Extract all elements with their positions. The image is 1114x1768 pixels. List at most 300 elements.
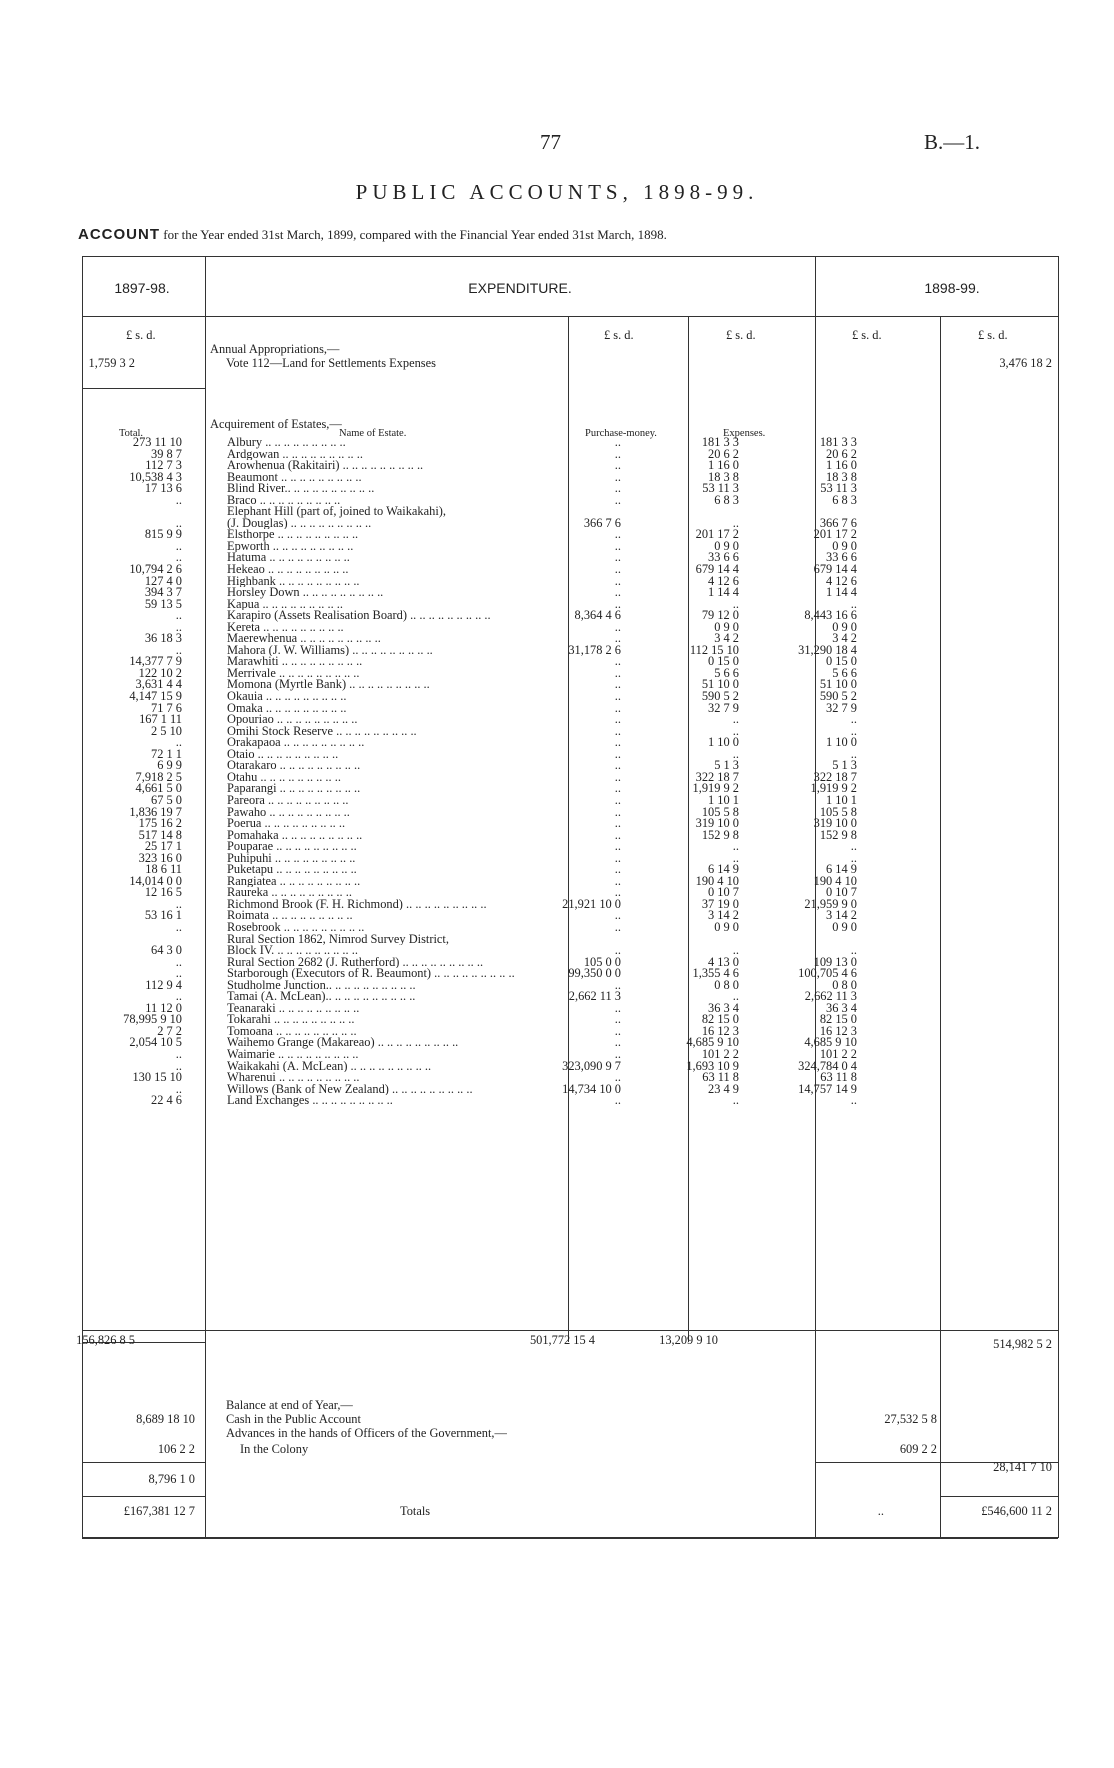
- estate-name: Horsley Down ..: [227, 587, 632, 599]
- expenses-amount: 82 15 0: [701, 1012, 739, 1027]
- prev-amount: 112 9 4: [145, 977, 182, 992]
- prev-amount: 122 10 2: [138, 665, 182, 680]
- purchase-money: ..: [614, 700, 621, 715]
- estate-name: Rosebrook ..: [227, 922, 632, 934]
- page-number: 77: [540, 130, 561, 154]
- purchase-money: ..: [614, 469, 621, 484]
- table-row: [82, 873, 1058, 888]
- expenses-amount: 37 19 0: [701, 896, 739, 911]
- table-row: [82, 596, 1058, 611]
- table-row: [82, 700, 1058, 715]
- prev-amount: 71 7 6: [151, 700, 182, 715]
- estate-name: Rural Section 2682 (J. Rutherford) ..: [227, 957, 632, 969]
- estate-name: Merrivale ..: [227, 668, 632, 680]
- estate-name: Block IV. ..: [227, 945, 632, 957]
- expenses-amount: 0 9 0: [714, 619, 739, 634]
- prev-amount: 4,147 15 9: [129, 689, 182, 704]
- estate-name: Kereta ..: [227, 622, 632, 634]
- prev-amount: 10,794 2 6: [129, 562, 182, 577]
- prev-amount: 130 15 10: [132, 1070, 182, 1085]
- table-row: [82, 792, 1058, 807]
- estate-name: Paparangi ..: [227, 783, 632, 795]
- estate-name: Elephant Hill (part of, joined to Waikakahi),: [227, 506, 446, 518]
- estate-name: Beaumont ..: [227, 472, 632, 484]
- expenses-amount: ..: [732, 596, 739, 611]
- total-amount: ..: [850, 596, 857, 611]
- purchase-money: ..: [614, 804, 621, 819]
- purchase-money: ..: [614, 723, 621, 738]
- purchase-money: ..: [614, 1046, 621, 1061]
- prev-amount: ..: [175, 1046, 182, 1061]
- total-amount: 152 9 8: [819, 827, 857, 842]
- balance-heading: Balance at end of Year,—: [226, 1398, 353, 1412]
- estate-name: Omihi Stock Reserve ..: [227, 726, 632, 738]
- prev-amount: ..: [175, 989, 182, 1004]
- purchase-money: ..: [614, 735, 621, 750]
- prev-amount: 167 1 11: [139, 712, 182, 727]
- purchase-money: ..: [614, 977, 621, 992]
- expenses-amount: ..: [732, 515, 739, 530]
- estate-name: Pomahaka ..: [227, 830, 632, 842]
- prev-amount: 18 6 11: [145, 862, 182, 877]
- purchase-money: ..: [614, 689, 621, 704]
- purchase-money: ..: [614, 943, 621, 958]
- colony-prev: 106 2 2: [157, 1442, 195, 1456]
- table-row: [82, 818, 1058, 830]
- estate-name: Mahora (J. W. Williams) ..: [227, 645, 632, 657]
- total-amount: 100,705 4 6: [798, 966, 857, 981]
- prev-amount: 64 3 0: [151, 943, 182, 958]
- estate-name: Hekeao ..: [227, 564, 632, 576]
- purchase-money: ..: [614, 885, 621, 900]
- table-row: [82, 529, 1058, 541]
- expenses-amount: 5 1 3: [714, 758, 739, 773]
- estate-name: Raureka ..: [227, 887, 632, 899]
- purchase-money: ..: [614, 1023, 621, 1038]
- total-amount: 322 18 7: [813, 769, 857, 784]
- total-amount: 181 3 3: [819, 435, 857, 449]
- total-amount: 3 4 2: [832, 631, 857, 646]
- expenses-amount: ..: [732, 943, 739, 958]
- subtotal-rule-top: [82, 1330, 1058, 1331]
- purchase-money: ..: [614, 492, 621, 507]
- expenses-amount: 0 9 0: [714, 919, 739, 934]
- purchase-money: ..: [614, 873, 621, 888]
- expenses-amount: ..: [732, 723, 739, 738]
- prev-amount: 7,918 2 5: [135, 769, 182, 784]
- annual-prev: 1,759 3 2: [88, 356, 135, 370]
- prev-amount: 1,836 19 7: [129, 804, 182, 819]
- total-amount: 5 6 6: [832, 665, 857, 680]
- prev-amount: ..: [175, 619, 182, 634]
- total-amount: 0 9 0: [832, 538, 857, 553]
- table-row: [82, 1081, 1058, 1096]
- purchase-money: ..: [614, 665, 621, 680]
- total-amount: 21,959 9 0: [804, 896, 857, 911]
- estate-name: Orakapaoa ..: [227, 737, 632, 749]
- purchase-money: 31,178 2 6: [568, 642, 621, 657]
- total-amount: ..: [850, 1093, 857, 1108]
- table-row: [82, 1000, 1058, 1015]
- estate-name: Braco ..: [227, 495, 632, 507]
- purchase-money-label: Purchase-money.: [585, 428, 657, 439]
- prev-amount: 323 16 0: [138, 850, 182, 865]
- expenses-amount: ..: [732, 1093, 739, 1108]
- expenses-amount: 0 9 0: [714, 538, 739, 553]
- prev-amount: ..: [175, 954, 182, 969]
- purchase-money: ..: [614, 654, 621, 669]
- expenses-amount: 20 6 2: [708, 446, 739, 461]
- colony-label: In the Colony: [240, 1442, 309, 1456]
- table-row: [82, 783, 1058, 795]
- table-row: [82, 896, 1058, 911]
- prev-amount: 14,377 7 9: [129, 654, 182, 669]
- table-row: [82, 919, 1058, 934]
- estate-name: Maerewhenua ..: [227, 633, 632, 645]
- purchase-money: ..: [614, 758, 621, 773]
- expenses-amount: ..: [732, 712, 739, 727]
- subtotal-grand: 514,982 5 2: [993, 1337, 1052, 1351]
- estate-name: Tomoana ..: [227, 1026, 632, 1038]
- acquirement-heading: Acquirement of Estates,—: [210, 417, 342, 431]
- prev-amount: 36 18 3: [144, 631, 182, 646]
- table-row: [82, 587, 1058, 599]
- table-row: [82, 1058, 1058, 1073]
- purchase-money: ..: [614, 619, 621, 634]
- estate-name: Tokarahi ..: [227, 1014, 632, 1026]
- currency-label-prev: £ s. d.: [126, 328, 156, 342]
- prev-amount: 6 9 9: [157, 758, 182, 773]
- purchase-money: ..: [614, 550, 621, 565]
- expenses-amount: 322 18 7: [695, 769, 739, 784]
- balance-sum-prev: 8,796 1 0: [148, 1472, 195, 1486]
- annual-heading: Annual Appropriations,—: [210, 342, 340, 356]
- total-amount: 366 7 6: [819, 515, 857, 530]
- prev-amount: 10,538 4 3: [129, 469, 182, 484]
- expenses-amount: 1,355 4 6: [692, 966, 739, 981]
- table-row: [82, 1014, 1058, 1026]
- expenses-amount: 679 14 4: [695, 562, 739, 577]
- purchase-money: ..: [614, 769, 621, 784]
- estate-name: Teanaraki ..: [227, 1003, 632, 1015]
- estate-name: Omaka ..: [227, 703, 632, 715]
- table-row: [82, 538, 1058, 553]
- name-of-estate-label: Name of Estate.: [339, 428, 407, 439]
- expenses-amount: 0 10 7: [708, 885, 739, 900]
- prev-amount: 127 4 0: [144, 573, 182, 588]
- estate-name: Elsthorpe ..: [227, 529, 632, 541]
- estate-name: Rural Section 1862, Nimrod Survey District,: [227, 933, 449, 946]
- total-amount: 109 13 0: [813, 954, 857, 969]
- total-amount: 0 10 7: [826, 885, 857, 900]
- total-amount: 36 3 4: [826, 1000, 857, 1015]
- table-row: [82, 850, 1058, 865]
- prev-amount: 394 3 7: [144, 585, 182, 600]
- total-amount: ..: [850, 850, 857, 865]
- prev-amount: ..: [175, 966, 182, 981]
- subtotal-purchase: 501,772 15 4: [529, 1333, 595, 1347]
- expenses-amount: 201 17 2: [695, 527, 739, 542]
- total-amount: 18 3 8: [826, 469, 857, 484]
- expenses-amount: 3 14 2: [708, 908, 739, 923]
- purchase-money: ..: [614, 585, 621, 600]
- purchase-money: ..: [614, 527, 621, 542]
- purchase-money: 2,662 11 3: [568, 989, 621, 1004]
- subtotal-expenses: 13,209 9 10: [659, 1333, 718, 1347]
- purchase-money: 99,350 0 0: [568, 966, 621, 981]
- total-amount: 53 11 3: [820, 481, 857, 496]
- estate-name: Tamai (A. McLean).. ..: [227, 991, 632, 1003]
- table-row: [82, 469, 1058, 484]
- expenses-amount: 36 3 4: [708, 1000, 739, 1015]
- estate-name: Otaio ..: [227, 749, 632, 761]
- prev-amount: 112 7 3: [145, 458, 182, 473]
- purchase-money: ..: [614, 1093, 621, 1108]
- expenses-amount: 4 13 0: [708, 954, 739, 969]
- total-amount: 679 14 4: [813, 562, 857, 577]
- estate-name: Okauia ..: [227, 691, 632, 703]
- prev-amount: ..: [175, 550, 182, 565]
- table-bottom-border: [82, 1537, 1058, 1539]
- expenses-amount: 1 14 4: [708, 585, 739, 600]
- estate-name: Ardgowan ..: [227, 449, 632, 461]
- totals-label: Totals: [400, 1504, 431, 1518]
- expenses-amount: 105 5 8: [701, 804, 739, 819]
- expenses-amount: 1,919 9 2: [692, 781, 739, 796]
- total-amount: 105 5 8: [819, 804, 857, 819]
- table-row: [82, 506, 1058, 518]
- total-amount: 4,685 9 10: [804, 1035, 857, 1050]
- estate-name: Karapiro (Assets Realisation Board) ..: [227, 610, 632, 622]
- table-row: [82, 656, 1058, 668]
- prev-amount: 815 9 9: [144, 527, 182, 542]
- prev-amount: ..: [175, 1058, 182, 1073]
- table-row: [82, 746, 1058, 761]
- prev-amount: ..: [175, 608, 182, 623]
- expenses-amount: 4,685 9 10: [686, 1035, 739, 1050]
- total-amount: 590 5 2: [819, 689, 857, 704]
- estate-name: Roimata ..: [227, 910, 632, 922]
- cash-label: Cash in the Public Account: [226, 1412, 361, 1426]
- table-row: [82, 460, 1058, 472]
- total-amount: 1 14 4: [826, 585, 857, 600]
- table-row: [82, 1023, 1058, 1038]
- estate-name: Willows (Bank of New Zealand) ..: [227, 1084, 632, 1096]
- table-row: [82, 1095, 1058, 1107]
- prev-amount: 4,661 5 0: [135, 781, 182, 796]
- purchase-money: ..: [614, 781, 621, 796]
- purchase-money: ..: [614, 919, 621, 934]
- total-amount: 4 12 6: [826, 573, 857, 588]
- prev-amount: 67 5 0: [151, 792, 182, 807]
- total-amount: 82 15 0: [819, 1012, 857, 1027]
- prev-amount: 17 13 6: [144, 481, 182, 496]
- estate-name: Opouriao ..: [227, 714, 632, 726]
- table-row: [82, 573, 1058, 588]
- table-row: [82, 642, 1058, 657]
- estate-name: Blind River.. ..: [227, 483, 632, 495]
- expenses-label: Expenses.: [723, 428, 766, 439]
- expenses-amount: 53 11 3: [702, 481, 739, 496]
- total-amount: 319 10 0: [813, 816, 857, 831]
- expenses-amount: 101 2 2: [701, 1046, 739, 1061]
- table-row: [82, 610, 1058, 622]
- colony-rule: [82, 1496, 206, 1497]
- table-row: [82, 769, 1058, 784]
- purchase-money: ..: [614, 677, 621, 692]
- estate-name: Otarakaro ..: [227, 760, 632, 772]
- total-amount: 14,757 14 9: [798, 1081, 857, 1096]
- estate-name: Highbank ..: [227, 576, 632, 588]
- total-amount: 8,443 16 6: [804, 608, 857, 623]
- table-row: [82, 804, 1058, 819]
- estate-name: Starborough (Executors of R. Beaumont) ..: [227, 968, 632, 980]
- expenses-amount: 3 4 2: [714, 631, 739, 646]
- purchase-money: ..: [614, 862, 621, 877]
- expenses-amount: 63 11 8: [702, 1070, 739, 1085]
- document-reference: B.—1.: [924, 130, 981, 154]
- table-row: [82, 841, 1058, 853]
- subtitle-text: for the Year ended 31st March, 1899, compared with the Financial Year ended 31st March, 1898.: [163, 227, 667, 242]
- expenses-amount: 6 14 9: [708, 862, 739, 877]
- table-row: [82, 760, 1058, 772]
- total-amount: ..: [850, 746, 857, 761]
- prev-amount: 12 16 5: [144, 885, 182, 900]
- table-row: [82, 483, 1058, 495]
- prev-amount: ..: [175, 538, 182, 553]
- table-row: [82, 910, 1058, 922]
- prev-amount: 59 13 5: [144, 596, 182, 611]
- prev-amount: 2 5 10: [151, 723, 182, 738]
- purchase-money: ..: [614, 562, 621, 577]
- purchase-money: ..: [614, 850, 621, 865]
- prev-amount: 273 11 10: [132, 435, 182, 449]
- prev-amount: 14,014 0 0: [129, 873, 182, 888]
- table-right-border: [1058, 256, 1059, 1538]
- estate-name: (J. Douglas) ..: [227, 518, 632, 530]
- table-row: [82, 515, 1058, 530]
- purchase-money: ..: [614, 538, 621, 553]
- expenses-amount: 181 3 3: [701, 435, 739, 449]
- total-amount: 6 8 3: [832, 492, 857, 507]
- expenses-amount: ..: [732, 850, 739, 865]
- prev-amount: ..: [175, 1081, 182, 1096]
- expenses-amount: 18 3 8: [708, 469, 739, 484]
- purchase-money: ..: [614, 908, 621, 923]
- table-row: [82, 619, 1058, 634]
- purchase-money: 105 0 0: [583, 954, 621, 969]
- header-expenditure: EXPENDITURE.: [468, 280, 572, 296]
- total-amount: 1,919 9 2: [810, 781, 857, 796]
- estate-name: Momona (Myrtle Bank) ..: [227, 679, 632, 691]
- purchase-money: 21,921 10 0: [562, 896, 621, 911]
- estate-name: Pouparae ..: [227, 841, 632, 853]
- table-row: [82, 864, 1058, 876]
- prev-amount: 39 8 7: [151, 446, 182, 461]
- cash-prev: 8,689 18 10: [136, 1412, 195, 1426]
- advances-label: Advances in the hands of Officers of the Government,—: [226, 1426, 507, 1440]
- total-amount: 2,662 11 3: [804, 989, 857, 1004]
- table-row: [82, 714, 1058, 726]
- cash-rule: [82, 1462, 206, 1463]
- purchase-money: ..: [614, 816, 621, 831]
- purchase-money: ..: [614, 746, 621, 761]
- expenses-amount: 4 12 6: [708, 573, 739, 588]
- table-row: [82, 564, 1058, 576]
- expenses-amount: ..: [732, 746, 739, 761]
- expenses-amount: 0 8 0: [714, 977, 739, 992]
- prev-amount: ..: [175, 735, 182, 750]
- prev-amount: 72 1 1: [151, 746, 182, 761]
- table-row: [82, 723, 1058, 738]
- prev-amount: ..: [175, 515, 182, 530]
- cash-value: 27,532 5 8: [884, 1412, 937, 1426]
- purchase-money: 366 7 6: [583, 515, 621, 530]
- total-amount: 3 14 2: [826, 908, 857, 923]
- balance-sum-total: 28,141 7 10: [993, 1460, 1052, 1474]
- estate-name: Pareora ..: [227, 795, 632, 807]
- prev-amount: 175 16 2: [138, 816, 182, 831]
- table-row: [82, 934, 1058, 946]
- expenses-amount: 23 4 9: [708, 1081, 739, 1096]
- expenses-amount: 33 6 6: [708, 550, 739, 565]
- header-bottom-border: [82, 316, 1058, 317]
- expenses-amount: 16 12 3: [701, 1023, 739, 1038]
- estate-name: Kapua ..: [227, 599, 632, 611]
- purchase-money: ..: [614, 458, 621, 473]
- total-amount: 51 10 0: [819, 677, 857, 692]
- total-amount: 16 12 3: [819, 1023, 857, 1038]
- expenses-amount: 79 12 0: [701, 608, 739, 623]
- estate-name: Studholme Junction.. ..: [227, 980, 632, 992]
- expenses-amount: ..: [732, 989, 739, 1004]
- currency-label-purchase: £ s. d.: [604, 328, 634, 342]
- table-row: [82, 446, 1058, 461]
- table-row: [82, 437, 1058, 449]
- expenses-amount: 1 10 1: [708, 792, 739, 807]
- prev-amount: 25 17 1: [144, 839, 182, 854]
- expenses-amount: 190 4 10: [695, 873, 739, 888]
- total-amount: 20 6 2: [826, 446, 857, 461]
- total-amount: 63 11 8: [820, 1070, 857, 1085]
- purchase-money: ..: [614, 1070, 621, 1085]
- annual-vote: Vote 112—Land for Settlements Expenses: [226, 356, 436, 370]
- total-amount: 0 8 0: [832, 977, 857, 992]
- expenses-amount: 51 10 0: [701, 677, 739, 692]
- estate-name: Rangiatea ..: [227, 876, 632, 888]
- expenses-amount: 6 8 3: [714, 492, 739, 507]
- prev-amount: ..: [175, 896, 182, 911]
- table-row: [82, 1037, 1058, 1049]
- purchase-money: ..: [614, 446, 621, 461]
- total-amount: 0 9 0: [832, 919, 857, 934]
- prev-amount: 517 14 8: [138, 827, 182, 842]
- total-amount: 0 9 0: [832, 619, 857, 634]
- purchase-money: ..: [614, 1012, 621, 1027]
- page-title: PUBLIC ACCOUNTS, 1898-99.: [355, 180, 759, 204]
- total-amount: 324,784 0 4: [798, 1058, 857, 1073]
- prev-amount: ..: [175, 919, 182, 934]
- purchase-money: ..: [614, 1000, 621, 1015]
- total-amount: 1 16 0: [826, 458, 857, 473]
- prev-amount: 78,995 9 10: [123, 1012, 182, 1027]
- prev-amount: 11 12 0: [145, 1000, 182, 1015]
- table-row: [82, 665, 1058, 680]
- totals-grand: £546,600 11 2: [981, 1504, 1052, 1518]
- purchase-money: 14,734 10 0: [562, 1081, 621, 1096]
- estate-name: Marawhiti ..: [227, 656, 632, 668]
- expenses-amount: 319 10 0: [695, 816, 739, 831]
